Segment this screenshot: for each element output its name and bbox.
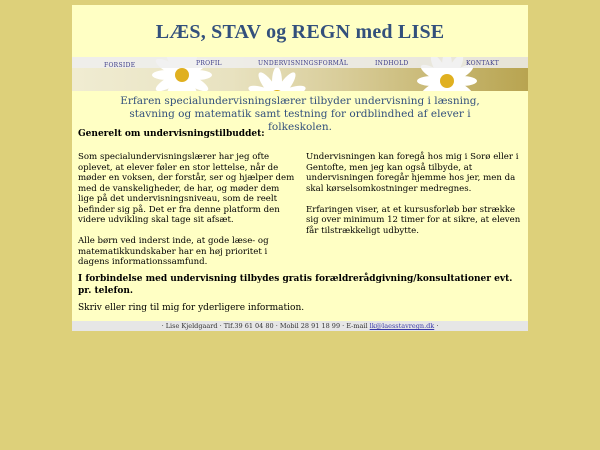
right-paragraph: Erfaringen viser, at et kursusforløb bør strække sig over minimum 12 timer for at sikre, at eleven får tilstrækkeligt udbytte.: [306, 204, 521, 236]
nav-item-undervisningsformaal[interactable]: UNDERVISNINGSFORMÅL: [258, 60, 349, 67]
section-heading: Generelt om undervisningstilbuddet:: [78, 129, 265, 139]
nav-item-forside[interactable]: FORSIDE: [104, 62, 136, 69]
nav-item-indhold[interactable]: INDHOLD: [375, 60, 409, 67]
nav-item-kontakt[interactable]: KONTAKT: [466, 60, 500, 67]
footer: [72, 321, 528, 331]
contact-text: Skriv eller ring til mig for yderligere information.: [78, 303, 305, 313]
email-link[interactable]: lk@laesstavregn.dk: [369, 322, 435, 330]
footer-end: ·: [434, 322, 439, 330]
footer-contact-info: · Lise Kjeldgaard · Tlf.39 61 04 80 · Mobil 28 91 18 99 · E-mail: [161, 322, 368, 330]
left-column: [78, 152, 296, 278]
right-column: [306, 152, 522, 247]
page-container: [72, 5, 528, 331]
notice-text: I forbindelse med undervisning tilbydes gratis forældrerådgivning/konsultationer evt. pr. telefon.: [78, 274, 513, 296]
left-paragraph: Som specialundervisningslærer har jeg ofte oplevet, at elever føler en stor lettelse, når de møder en voksen, der forstår, ser og hjælper dem med de vanskeligheder, de har, og møder dem lige på det undervisningsniveau, som de reelt befinder sig på. Det er fra denne platform den videre udvikling skal tage sit afsæt.: [78, 152, 295, 225]
left-paragraph: Alle børn ved inderst inde, at gode læse- og matematikkundskaber har en høj prioritet i dagens informationssamfund.: [78, 236, 269, 267]
right-paragraph: Undervisningen kan foregå hos mig i Sorø eller i Gentofte, men jeg kan også tilbyde, at undervisningen foregår hjemme hos jer, men da skal kørselsomkostninger medregnes.: [306, 152, 519, 194]
nav-banner: [72, 57, 528, 91]
intro-text: Erfaren specialundervisningslærer tilbyder undervisning i læsning, stavning og matematik samt testning for ordblindhed af elever i folkeskolen.: [120, 95, 480, 133]
page-title: LÆS, STAV og REGN med LISE: [155, 21, 445, 43]
nav-item-profil[interactable]: PROFIL: [196, 60, 222, 67]
